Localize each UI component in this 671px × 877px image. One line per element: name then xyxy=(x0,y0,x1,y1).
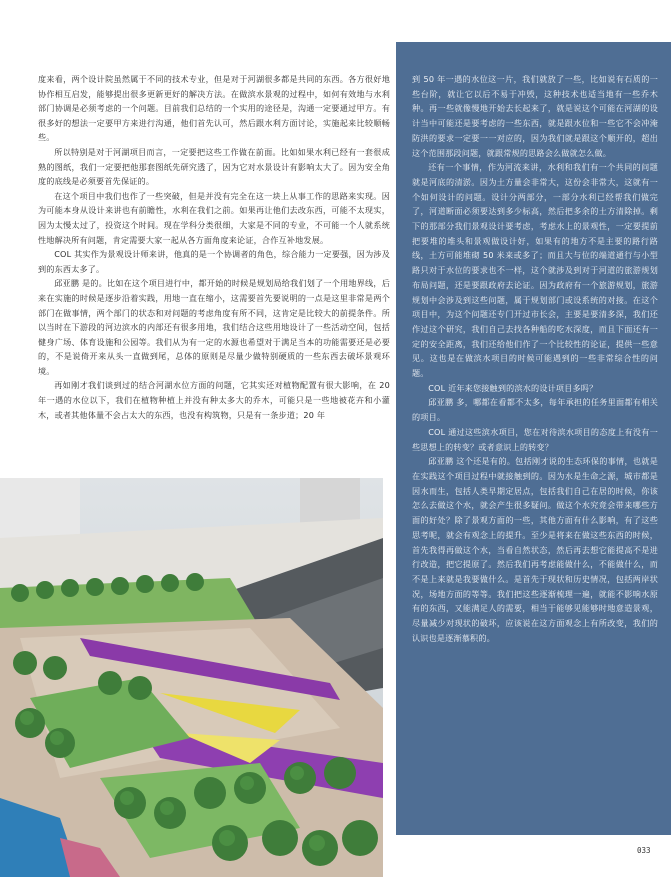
waterfront-rendering-image xyxy=(0,478,383,877)
sidebar-paragraph-6: 邱亚鹏 这个还是有的。包括刚才说的生态环保的事情，也就是在实践这个项目过程中就接触到的。因为水是生命之源，城市都是因水而生，包括人类早期定居点，包括我们自己在居的时候，你该怎么去做这个水，就会产生很多疑问。做这个水究竟会带来哪些方面的好处？除了景观方面的一些，其他方面有什么影响，有了这些思考呢，就会有观念上的提升。至少是将来在做这些东西的时候，首先我得再做这个水，当看自然状态，然后再去想它能提高不是进行改造，把它提原了。然后我们再考虑能做什么，不能做什么，而不是上来就是我要做什么。是首先于现状和历史情况，包括两岸状况，场地方面的等等。我们把这些逐渐梳理一遍，就能不影响水原有的东西，又能满足人的需要，相当于能够见能够时地意造景观，尽量减少对现状的破坏，应该说在这方面观念上有所改变，我们的认识也是逐渐慕积的。 xyxy=(412,456,658,643)
left-paragraph-1: 度来看，两个设计院虽然属于不同的技术专业，但是对于河湖很多都是共同的东西。各方很好地协作相互启发，能够提出很多更新更好的解决方法。在做滨水景观的过程中，如何有效地与水利部门协调是必须考虑的一个问题。目前我们总结的一个实用的途径是，沟通一定要通过甲方。有很多好的想法一定要甲方来进行沟通，他们首先认可，然后跟水利方面讨论，实施起来比较顺畅些。 xyxy=(38,74,390,143)
sidebar-paragraph-3: COL 近年来您接触到的滨水的设计项目多吗？ xyxy=(428,382,598,393)
page-number: 033 xyxy=(637,846,651,855)
left-paragraph-2: 所以特别是对于河湖项目而言，一定要把这些工作做在前面。比如如果水利已经有一套很成熟的图纸，我们一定要把他那套图纸先研究透了，因为它对水景设计有影响太大了。因为安全角度的底线是必须要首先保证的。 xyxy=(38,146,390,187)
left-paragraph-4: COL 其实作为景观设计师来讲，他真的是一个协调者的角色，综合能力一定要强，因为涉及到的东西太多了。 xyxy=(38,249,390,274)
sidebar-paragraph-2: 还有一个事情，作为河流来讲，水利和我们有一个共同的问题就是河底的清淤。因为土方量会非常大，这份会非常大，这就有一个如何设计的问题。设计分两部分，一部分水利已经帮我们做完了，河道断面必须要达到多少标高，然后把多余的土方清除掉。剩下的那部分我们景观设计要考虑，考虑水上的景观性，一定要提前把要堆的堆头和景观做设计好，如果有的地方不是主要的路行路线，土方可能堆砌 50 米来或多了；而且大与位的端道通行与小型路只对于水位的要求也不一样，这个就涉及到对于河道的旅游规划布局问题，还是要跟政府去论证。因为政府有一个旅游规划，旅游规划中会涉及到这些问题，属于规划部门或设系统的对接。在这个项目中，为这个问题还专门开过市长会，主要是要清多深，我们还作过这个研究，我们自己去找各种船的吃水深度，而且下面还有一定的安全距离，我们还给他们作了一个比较性的论证，提供一些意见。这也是在做滨水项目的时候可能遇到的一些非常综合性的问题。 xyxy=(412,162,658,379)
sidebar-paragraph-4: 邱亚鹏 多，哪都在看都不太多，每年承担的任务里面都有相关的项目。 xyxy=(412,397,658,423)
left-paragraph-6: 再如刚才我们谈到过的结合河湖水位方面的问题，它其实还对植物配置有很大影响，在 20 年一遇的水位以下，我们在植物种植上并没有种太多大的乔木，可能只是一些地被花卉和小灌木，或者其他体量不会占太大的东西，也没有构筑物，只是有一条步道；20 年 xyxy=(38,380,390,420)
sidebar-text-column xyxy=(412,72,658,645)
left-paragraph-5: 邱亚鹏 是的。比如在这个项目进行中，都开始的时候是规划局给我们划了一个用地界线，后来在实施的时候是逐步沿着实践，用地一直在缩小，这需要首先要说明的一点是这里非常是两个部门在做事情，两个部门的状态和对问题的考虑角度有所不同，这肯定是比较大的前提条件。所以当时在下游段的河边滨水的内部还有很多用地，我们结合这些用地设计了一些活动空间，包括健身广场、体育设施和公园等。我们从为有一定的水源也希望对于满足当本的功能需要还是必要的，不是说倚开来从头一直做到尾，总体的原则是尽量少做特别硬质的一些东西去破坏景观环境。 xyxy=(38,278,390,376)
rendering-illustration xyxy=(0,478,383,877)
sidebar-paragraph-1: 到 50 年一遇的水位这一片，我们就放了一些，比如说有石质的一些台阶，就让它以后不易于冲毁，这种技术也适当地有一些乔木种。再一些就像慢地开始去长起来了，就是说这个可能在河湖的设计当中可能还是要考虑的一些东西，就是跟水位和一些它不会冲淹防洪的要求一定要一一对应的，因为我们就是跟这个顺开的，超出这个范围那段问题，就跟常规的思路会么做就怎么做。 xyxy=(412,74,658,158)
left-paragraph-3: 在这个项目中我们也作了一些突破，但是并没有完全在这一块上从事工作的思路来实现。因为可能本身从设计来讲也有前瞻性，水利在我们之前。如果再让他们去改东西，可能不太现实，因为太慢太过了，投资这个时间。现在学科分类很细，大家是不同的专业，不可能一个人就系统性地解决所有问题，肯定需要大家一起从各方面角度来论证，合作互补地发展。 xyxy=(38,190,390,245)
sidebar-paragraph-5: COL 通过这些滨水项目，您在对待滨水项目的态度上有没有一些思想上的转变？或者意识上的转变？ xyxy=(412,426,658,452)
article-left-column xyxy=(38,72,390,422)
distant-building xyxy=(0,478,80,538)
